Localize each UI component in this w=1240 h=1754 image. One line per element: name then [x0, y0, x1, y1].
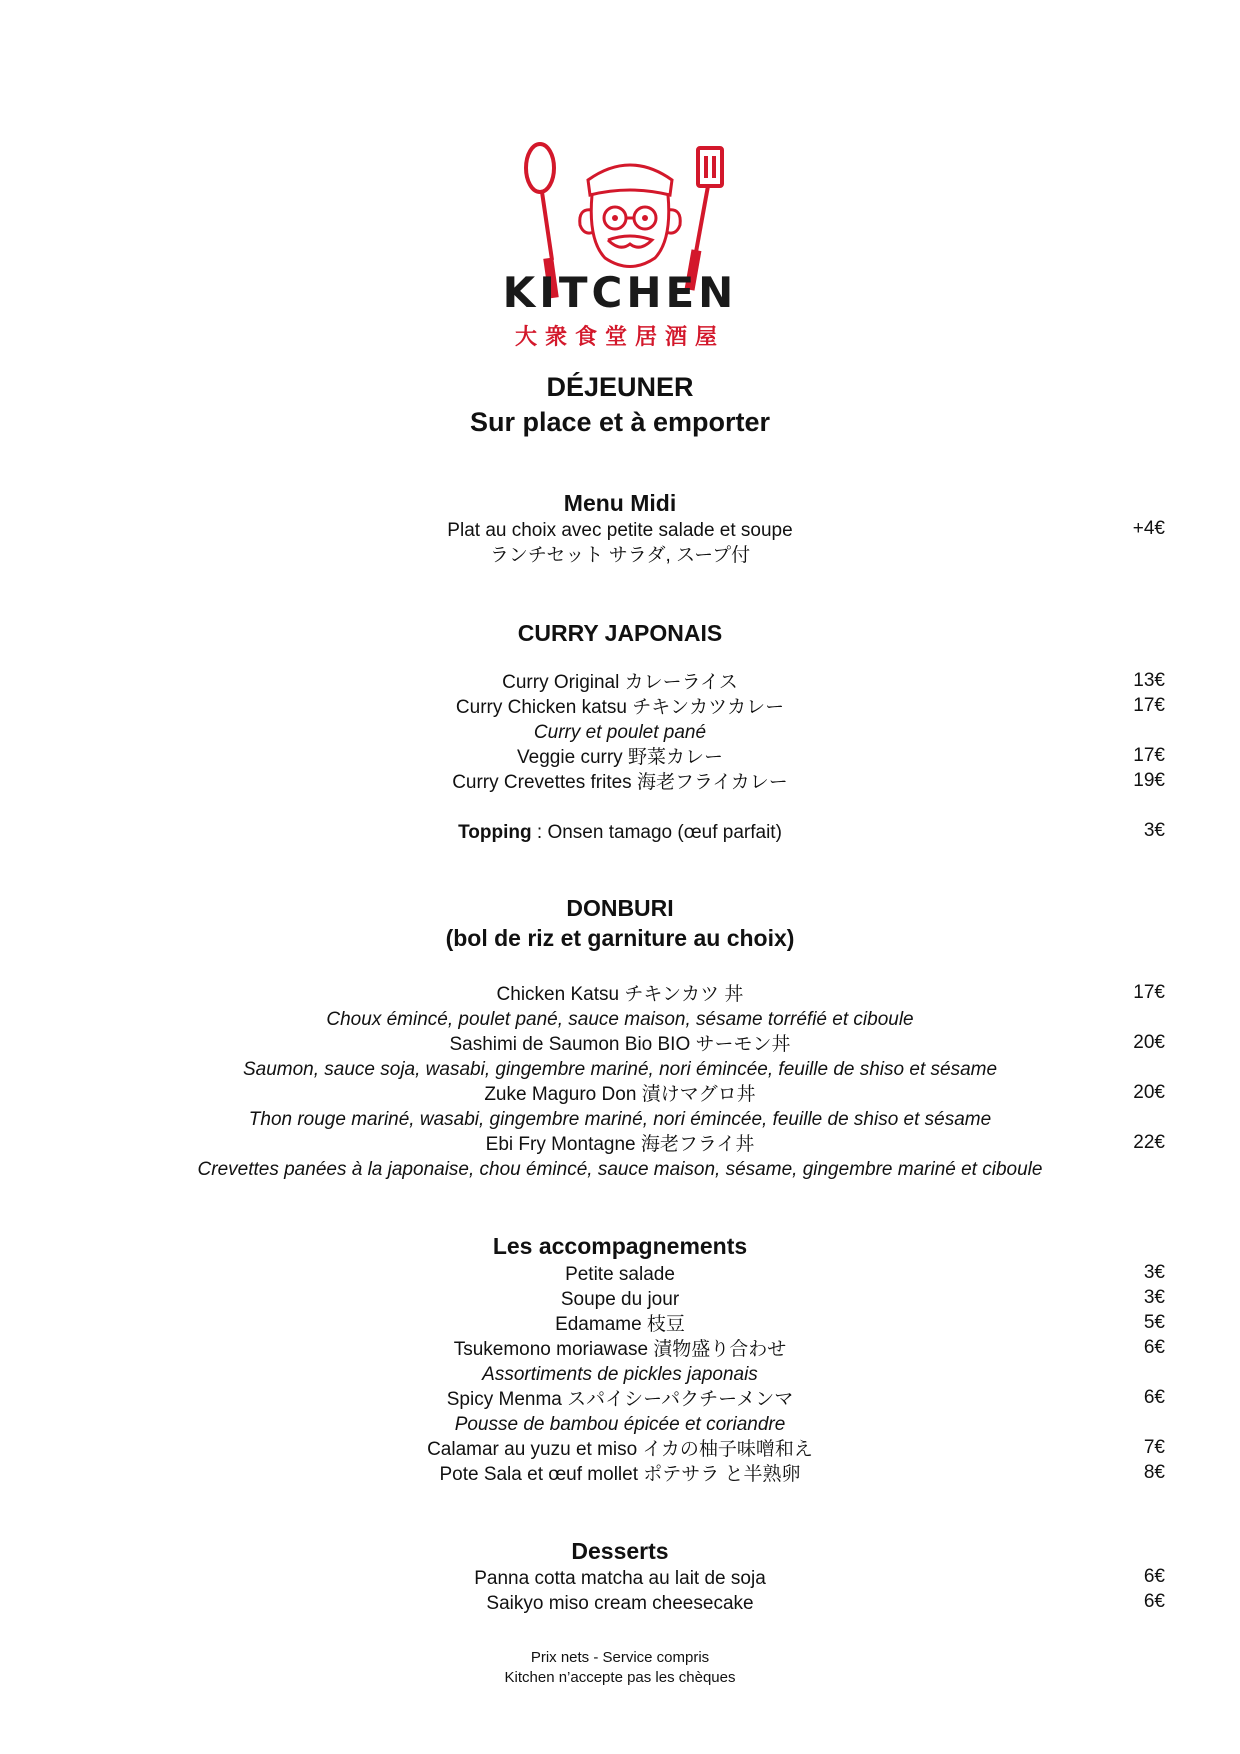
page-title: DÉJEUNER	[546, 372, 694, 402]
menu-midi-line2: ランチセット サラダ, スープ付	[489, 545, 751, 566]
menu-item-name: Chicken Katsu チキンカツ 丼	[496, 984, 744, 1005]
menu-item-price: 13€	[1133, 670, 1165, 691]
menu-item-price: 6€	[1143, 1566, 1165, 1587]
menu-midi-line1: Plat au choix avec petite salade et soupe	[447, 520, 793, 541]
menu-midi-price: +4€	[1132, 518, 1165, 539]
menu-item-price: 6€	[1143, 1591, 1165, 1612]
topping-text: : Onsen tamago (œuf parfait)	[531, 822, 782, 843]
topping-label: Topping	[458, 822, 532, 843]
menu-item-name: Spicy Menma スパイシーパクチーメンマ	[446, 1389, 794, 1410]
menu-item-name: Edamame 枝豆	[555, 1314, 685, 1335]
menu-item-price: 3€	[1143, 1287, 1165, 1308]
donburi-section-title: DONBURI	[566, 895, 674, 921]
menu-item-description: Assortiments de pickles japonais	[482, 1364, 758, 1385]
menu-item-price: 17€	[1133, 695, 1165, 716]
menu-item-description: Choux émincé, poulet pané, sauce maison, sésame torréfié et ciboule	[326, 1009, 914, 1030]
menu-item-price: 17€	[1133, 745, 1165, 766]
menu-item-price: 22€	[1133, 1132, 1165, 1153]
menu-item-name: Pote Sala et œuf mollet ポテサラ と半熟卵	[439, 1464, 801, 1485]
curry-topping	[0, 820, 1240, 845]
menu-item-description: Curry et poulet pané	[533, 722, 707, 743]
menu-item-name: Soupe du jour	[560, 1289, 680, 1310]
menu-item-name: Petite salade	[565, 1264, 675, 1285]
menu-item-price: 3€	[1143, 1262, 1165, 1283]
menu-item-price: 6€	[1143, 1337, 1165, 1358]
menu-item-name: Calamar au yuzu et miso イカの柚子味噌和え	[427, 1439, 813, 1460]
menu-item-name: Curry Original カレーライス	[502, 672, 738, 693]
menu-item-name: Saikyo miso cream cheesecake	[486, 1593, 754, 1614]
sides-section-title: Les accompagnements	[492, 1233, 748, 1259]
menu-item-price: 19€	[1133, 770, 1165, 791]
desserts-section-title: Desserts	[571, 1538, 669, 1564]
menu-item-description: Thon rouge mariné, wasabi, gingembre mariné, nori émincée, feuille de shiso et sésame	[248, 1109, 992, 1130]
menu-item-name: Tsukemono moriawase 漬物盛り合わせ	[453, 1339, 787, 1360]
menu-item-price: 17€	[1133, 982, 1165, 1003]
menu-item-description: Pousse de bambou épicée et coriandre	[454, 1414, 786, 1435]
menu-item-name: Curry Crevettes frites 海老フライカレー	[452, 772, 788, 793]
menu-item-price: 5€	[1143, 1312, 1165, 1333]
footer-line2: Kitchen n’accepte pas les chèques	[504, 1669, 736, 1686]
menu-item-name: Sashimi de Saumon Bio BIO サーモン丼	[449, 1034, 791, 1055]
menu-item-name: Ebi Fry Montagne 海老フライ丼	[485, 1134, 755, 1155]
donburi-section-subtitle: (bol de riz et garniture au choix)	[445, 925, 795, 951]
brand-subtitle: 大衆食堂居酒屋	[514, 324, 725, 350]
curry-section-title: CURRY JAPONAIS	[517, 620, 723, 646]
topping-price: 3€	[1143, 820, 1165, 841]
brand-name: KITCHEN	[502, 268, 738, 317]
menu-item-name: Veggie curry 野菜カレー	[517, 747, 723, 768]
menu-midi-title: Menu Midi	[563, 490, 677, 516]
menu-item-price: 20€	[1133, 1032, 1165, 1053]
menu-item-price: 8€	[1143, 1462, 1165, 1483]
menu-item-description: Saumon, sauce soja, wasabi, gingembre mariné, nori émincée, feuille de shiso et sésame	[242, 1059, 998, 1080]
footer-line1: Prix nets - Service compris	[530, 1649, 710, 1666]
menu-item-price: 7€	[1143, 1437, 1165, 1458]
menu-item-price: 6€	[1143, 1387, 1165, 1408]
page-subtitle: Sur place et à emporter	[469, 407, 771, 437]
menu-item-price: 20€	[1133, 1082, 1165, 1103]
menu-item-name: Panna cotta matcha au lait de soja	[474, 1568, 766, 1589]
menu-item-name: Zuke Maguro Don 漬けマグロ丼	[484, 1084, 756, 1105]
menu-item-description: Crevettes panées à la japonaise, chou émincé, sauce maison, sésame, gingembre mariné et ciboule	[197, 1159, 1043, 1180]
menu-item-name: Curry Chicken katsu チキンカツカレー	[455, 697, 785, 718]
